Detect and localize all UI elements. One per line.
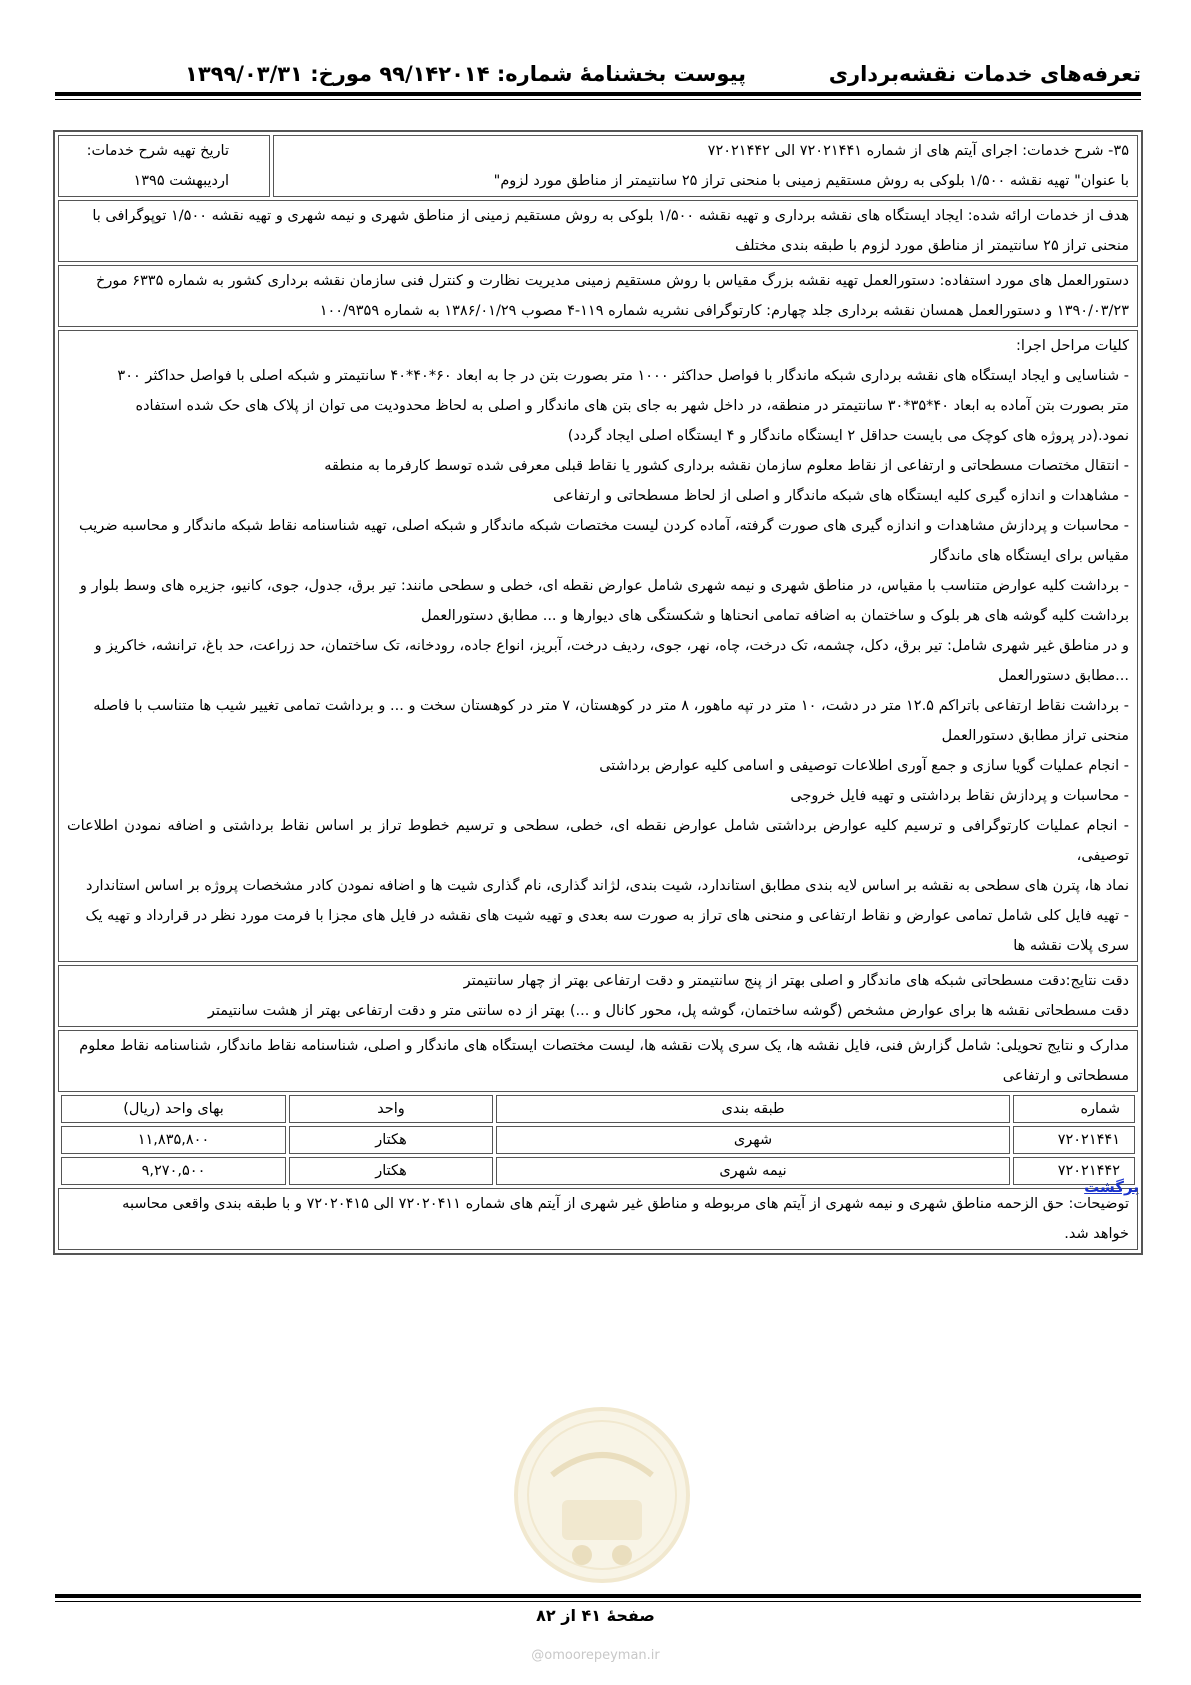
step-line: - تهیه فایل کلی شامل تمامی عوارض و نقاط ارتفاعی و منحنی های تراز به صورت سه بعدی و تهیه شیت های نقشه در فایل های مجزا با فرمت مورد نظر در قرارداد و تهیه یک [85,908,1129,924]
footer-rule-thick [55,1594,1141,1598]
deliverables-section [58,1030,1138,1092]
accuracy-line: دقت مسطحاتی نقشه ها برای عوارض مشخص (گوشه ساختمان، گوشه پل، محور کانال و ...) بهتر از ده سانتی متر و دقت ارتفاعی بهتر از هشت سانتیمتر [207,1003,1129,1019]
item-code: ۷۲۰۲۱۴۴۱ [1013,1126,1135,1154]
item-unit: هکتار [289,1157,493,1185]
step-line: مقیاس برای ایستگاه های ماندگار [930,548,1129,564]
step-line: - انجام عملیات گویا سازی و جمع آوری اطلاعات توصیفی و اسامی کلیه عوارض برداشتی [599,758,1129,774]
goal-section [58,200,1138,262]
step-line: منحنی تراز مطابق دستورالعمل [941,728,1129,744]
document-title: تعرفه‌های خدمات نقشه‌برداری [828,62,1141,86]
deliverables-line: مسطحاتی و ارتفاعی [1002,1068,1129,1084]
accuracy-line: دقت نتایج:دقت مسطحاتی شبکه های ماندگار و اصلی بهتر از پنج سانتیمتر و دقت ارتفاعی بهتر از چهار سانتیمتر [463,973,1129,989]
table-row [61,1157,1135,1185]
deliverables-line: مدارک و نتایج تحویلی: شامل گزارش فنی، فایل نقشه ها، یک سری پلات نقشه ها، لیست مختصات ایستگاه های ماندگار و اصلی، شناسنامه نقاط ماندگار، شناسنامه نقاط معلوم [79,1038,1129,1054]
header-category: طبقه بندی [496,1095,1010,1123]
service-date-box [58,135,270,197]
seal-logo-icon [512,1405,692,1585]
notes-section [58,1188,1138,1250]
item-unit: هکتار [289,1126,493,1154]
page-header [55,60,1141,94]
step-line: - برداشت نقاط ارتفاعی باتراکم ۱۲.۵ متر در دشت، ۱۰ متر در تپه ماهور، ۸ متر در کوهستان، ۷ متر در کوهستان سخت و ... و برداشت تمامی تغییر شیب ها متناسب با فاصله [93,698,1129,714]
back-link[interactable]: برگشت [1084,1178,1139,1196]
date-label: تاریخ تهیه شرح خدمات: [86,143,229,159]
accuracy-section [58,965,1138,1027]
circular-reference: پیوست بخشنامهٔ شماره: ۹۹/۱۴۲۰۱۴ مورخ: ۱۳۹۹/۰۳/۳۱ [185,62,747,86]
step-line: - محاسبات و پردازش نقاط برداشتی و تهیه فایل خروجی [790,788,1129,804]
watermark-text: @omoorepeyman.ir [531,1648,660,1663]
steps-heading: کلیات مراحل اجرا: [1015,338,1129,354]
header-rule-thick [55,92,1141,96]
step-line: ...مطابق دستورالعمل [998,668,1129,684]
step-line: و در مناطق غیر شهری شامل: تیر برق، دکل، چشمه، تک درخت، چاه، نهر، جوی، ردیف درخت، آبریز، انواع جاده، رودخانه، تک ساختمان، حد زراعت، حد باغ، ترانشه، خاکریز و [94,638,1129,654]
step-line: - محاسبات و پردازش مشاهدات و اندازه گیری های صورت گرفته، آماده کردن لیست مختصات شبکه ماندگار و شبکه اصلی، تهیه شناسنامه نقاط شبکه ماندگار و محاسبه ضریب [78,518,1129,534]
instructions-section [58,265,1138,327]
price-table [58,1092,1138,1188]
step-line: نمود.(در پروژه های کوچک می بایست حداقل ۲ ایستگاه ماندگار و ۴ ایستگاه اصلی ایجاد گردد) [567,428,1129,444]
goal-line: هدف از خدمات ارائه شده: ایجاد ایستگاه های نقشه برداری و تهیه نقشه ۱/۵۰۰ بلوکی به روش مستقیم زمینی از مناطق شهری و نیمه شهری و تهیه نقشه ۱/۵۰۰ توپوگرافی با [92,208,1129,224]
step-line: سری پلات نقشه ها [1013,938,1129,954]
notes-line: توضیحات: حق الزحمه مناطق شهری و نیمه شهری از آیتم های مربوطه و مناطق غیر شهری از آیتم های شماره ۷۲۰۲۰۴۱۱ الی ۷۲۰۲۰۴۱۵ و با طبقه بندی واقعی محاسبه [122,1196,1129,1212]
notes-line: خواهد شد. [1064,1226,1129,1242]
service-row [58,135,1138,197]
header-rule-thin [55,99,1141,100]
date-value: اردیبهشت ۱۳۹۵ [133,173,229,189]
service-title-line: ۳۵- شرح خدمات: اجرای آیتم های از شماره ۷۲۰۲۱۴۴۱ الی ۷۲۰۲۱۴۴۲ [707,143,1129,159]
step-line: - انتقال مختصات مسطحاتی و ارتفاعی از نقاط معلوم سازمان نقشه برداری کشور یا نقاط قبلی معرفی شده توسط کارفرما به منطقه [324,458,1129,474]
header-price: بهای واحد (ریال) [61,1095,286,1123]
header-code: شماره [1013,1095,1135,1123]
step-line: نماد ها، پترن های سطحی به نقشه بر اساس لایه بندی مطابق استاندارد، شیت بندی، لژاند گذاری، نام گذاری شیت ها و اضافه نمودن کادر مشخصات پروژه بر اساس استاندارد [85,878,1129,894]
item-category: شهری [496,1126,1010,1154]
item-price: ۹,۲۷۰,۵۰۰ [61,1157,286,1185]
step-line: - انجام عملیات کارتوگرافی و ترسیم کلیه عوارض برداشتی شامل عوارض نقطه ای، خطی، سطحی و ترسیم خطوط تراز بر اساس نقاط برداشتی و اضافه نمودن اطلاعات توصیفی، [67,818,1129,864]
step-line: - مشاهدات و اندازه گیری کلیه ایستگاه های شبکه ماندگار و اصلی از لحاظ مسطحاتی و ارتفاعی [552,488,1129,504]
table-header-row [61,1095,1135,1123]
item-price: ۱۱,۸۳۵,۸۰۰ [61,1126,286,1154]
service-description [273,135,1138,197]
item-category: نیمه شهری [496,1157,1010,1185]
step-line: برداشت کلیه گوشه های هر بلوک و ساختمان به اضافه تمامی انحناها و شکستگی های دیوارها و ... مطابق دستورالعمل [421,608,1129,624]
service-subject-line: با عنوان" تهیه نقشه ۱/۵۰۰ بلوکی به روش مستقیم زمینی با منحنی تراز ۲۵ سانتیمتر از مناطق مورد لزوم" [493,173,1129,189]
step-line: - شناسایی و ایجاد ایستگاه های نقشه برداری شبکه ماندگار با فواصل حداکثر ۱۰۰۰ متر بصورت بتن در جا به ابعاد ۶۰*۴۰*۴۰ سانتیمتر و شبکه اصلی با فواصل حداکثر ۳۰۰ [117,368,1129,384]
footer-rule-thin [55,1601,1141,1602]
step-line: - برداشت کلیه عوارض متناسب با مقیاس، در مناطق شهری و نیمه شهری شامل عوارض نقطه ای، خطی و سطحی مانند: تیر برق، جدول، جوی، کانیو، جزیره های وسط بلوار و [79,578,1129,594]
step-line: متر بصورت بتن آماده به ابعاد ۴۰*۳۵*۳۰ سانتیمتر در منطقه، در داخل شهر به جای بتن های ماندگار و اصلی به لحاظ محدودیت می توان از پلاک های حک شده استفاده [135,398,1129,414]
service-frame [53,130,1143,1255]
table-row [61,1126,1135,1154]
instructions-line: دستورالعمل های مورد استفاده: دستورالعمل تهیه نقشه بزرگ مقیاس با روش مستقیم زمینی مدیریت نظارت و کنترل فنی سازمان نقشه برداری کشور به شماره ۶۳۳۵ مورخ [95,273,1129,289]
instructions-line: ۱۳۹۰/۰۳/۲۳ و دستورالعمل همسان نقشه برداری جلد چهارم: کارتوگرافی نشریه شماره ۱۱۹-۴ مصوب ۱۳۸۶/۰۱/۲۹ به شماره ۱۰۰/۹۳۵۹ [319,303,1129,319]
header-unit: واحد [289,1095,493,1123]
steps-section [58,330,1138,962]
item-code: ۷۲۰۲۱۴۴۲ [1013,1157,1135,1185]
goal-line: منحنی تراز ۲۵ سانتیمتر از مناطق مورد لزوم با طبقه بندی مختلف [735,238,1129,254]
page-number: صفحهٔ ۴۱ از ۸۲ [536,1606,655,1625]
